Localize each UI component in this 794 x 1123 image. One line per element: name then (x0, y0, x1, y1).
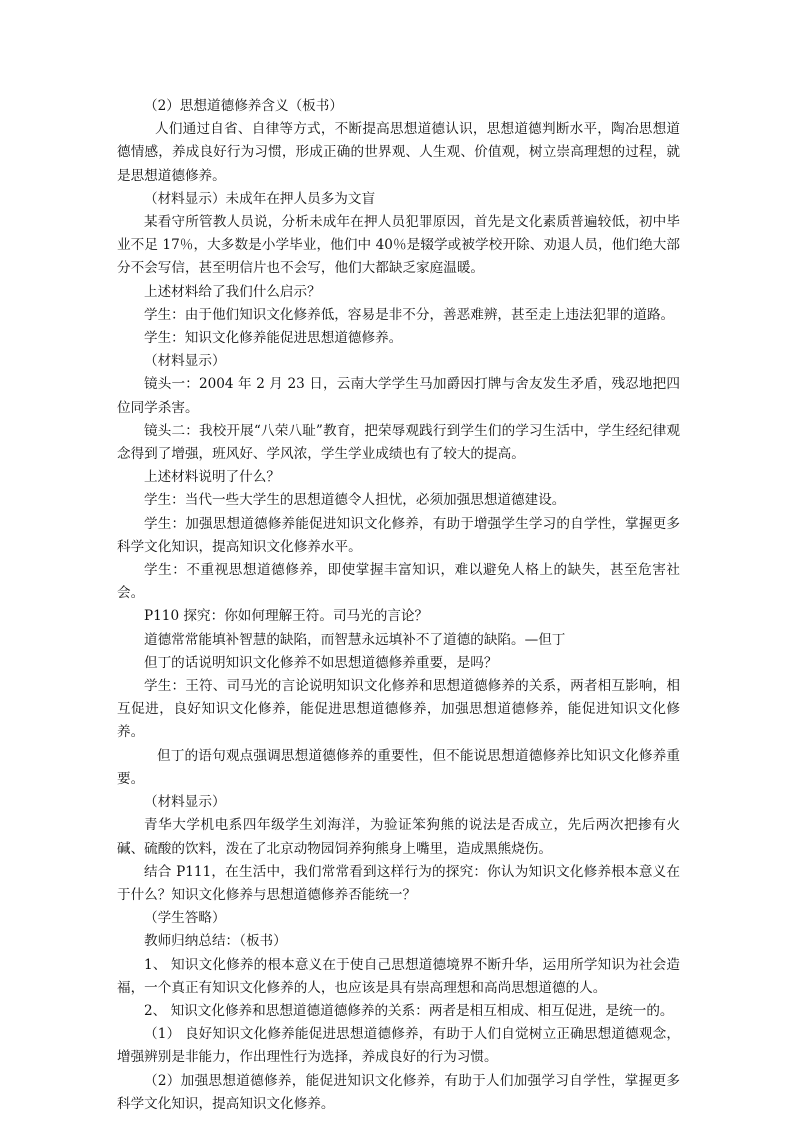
paragraph-12: 学生：当代一些大学生的思想道德令人担忧，必须加强思想道德建设。 (144, 492, 566, 509)
paragraph-2: 人们通过自省、自律等方式，不断提高思想道德认识，思想道德判断水平，陶冶思想道德情感，养成良好行为习惯，形成正确的世界观、人生观、价值观，树立崇高理想的过程，就是思想道德修养。 (117, 121, 680, 184)
paragraph-28: （2）加强思想道德修养，能促进知识文化修养，有助于人们加强学习自学性，掌握更多科学文化知识，提高知识文化修养。 (117, 1072, 680, 1112)
paragraph-9: 镜头一：2004 年 2 月 23 日，云南大学学生马加爵因打牌与舍友发生矛盾，残忍地把四位同学杀害。 (117, 376, 680, 416)
paragraph-26: 2、 知识文化修养和思想道德道德修养的关系：两者是相互相成、相互促进，是统一的。 (144, 1002, 674, 1019)
paragraph-10: 镜头二：我校开展“八荣八耻”教育，把荣辱观践行到学生们的学习生活中，学生经纪律观念得到了增强，班风好、学风浓，学生学业成绩也有了较大的提高。 (117, 422, 680, 463)
paragraph-1: （2）思想道德修养含义（板书） (144, 98, 343, 114)
paragraph-27: （1） 良好知识文化修养能促进思想道德修养，有助于人们自觉树立正确思想道德观念，增强辨别是非能力，作出理性行为选择，养成良好的行为习惯。 (117, 1026, 680, 1066)
paragraph-17: 但丁的话说明知识文化修养不如思想道德修养重要，是吗？ (144, 654, 498, 671)
paragraph-18: 学生：王符、司马光的言论说明知识文化修养和思想道德修养的关系，两者相互影响，相互促进，良好知识文化修养，能促进思想道德修养，加强思想道德修养，能促进知识文化修养。 (117, 678, 680, 741)
paragraph-7: 学生：知识文化修养能促进思想道德修养。 (144, 330, 403, 347)
paragraph-13: 学生：加强思想道德修养能促进知识文化修养，有助于增强学生学习的自学性，掌握更多科学文化知识，提高知识文化修养水平。 (117, 515, 680, 555)
paragraph-6: 学生：由于他们知识文化修养低，容易是非不分，善恶难辨，甚至走上违法犯罪的道路。 (144, 306, 675, 323)
paragraph-19: 但丁的语句观点强调思想道德修养的重要性，但不能说思想道德修养比知识文化修养重要。 (117, 747, 680, 787)
paragraph-25: 1、 知识文化修养的根本意义在于使自己思想道德境界不断升华，运用所学知识为社会造福，一个真正有知识文化修养的人，也应该是具有崇高理想和高尚思想道德的人。 (117, 956, 680, 996)
paragraph-24: 教师归纳总结：（板书） (144, 933, 287, 950)
paragraph-3: （材料显示）未成年在押人员多为文盲 (144, 190, 376, 207)
paragraph-21: 青华大学机电系四年级学生刘海洋，为验证笨狗熊的说法是否成立，先后两次把掺有火碱、硫酸的饮料，泼在了北京动物园饲养狗熊身上嘴里，造成黑熊烧伤。 (117, 817, 680, 857)
paragraph-4: 某看守所管教人员说，分析未成年在押人员犯罪原因，首先是文化素质普遍较低，初中毕业不足 17％，大多数是小学毕业，他们中 40％是辍学或被学校开除、劝退人员，他们绝大部分不会写信，甚至明信片也不会写，他们大都缺乏家庭温暖。 (117, 214, 680, 277)
document-page (117, 95, 680, 1116)
paragraph-20: （材料显示） (144, 794, 226, 811)
paragraph-16: 道德常常能填补智慧的缺陷，而智慧永远填补不了道德的缺陷。—但丁 (144, 631, 566, 648)
paragraph-14: 学生：不重视思想道德修养，即使掌握丰富知识，难以避免人格上的缺失，甚至危害社会。 (117, 562, 680, 602)
paragraph-15: P110 探究：你如何理解王符。司马光的言论？ (144, 608, 429, 625)
paragraph-5: 上述材料给了我们什么启示？ (144, 283, 321, 300)
paragraph-8: （材料显示） (144, 353, 226, 370)
paragraph-23: （学生答略） (144, 910, 226, 927)
paragraph-11: 上述材料说明了什么？ (144, 469, 280, 486)
paragraph-22: 结合 P111，在生活中，我们常常看到这样行为的探究：你认为知识文化修养根本意义在于什么？知识文化修养与思想道德修养否能统一？ (117, 863, 680, 903)
